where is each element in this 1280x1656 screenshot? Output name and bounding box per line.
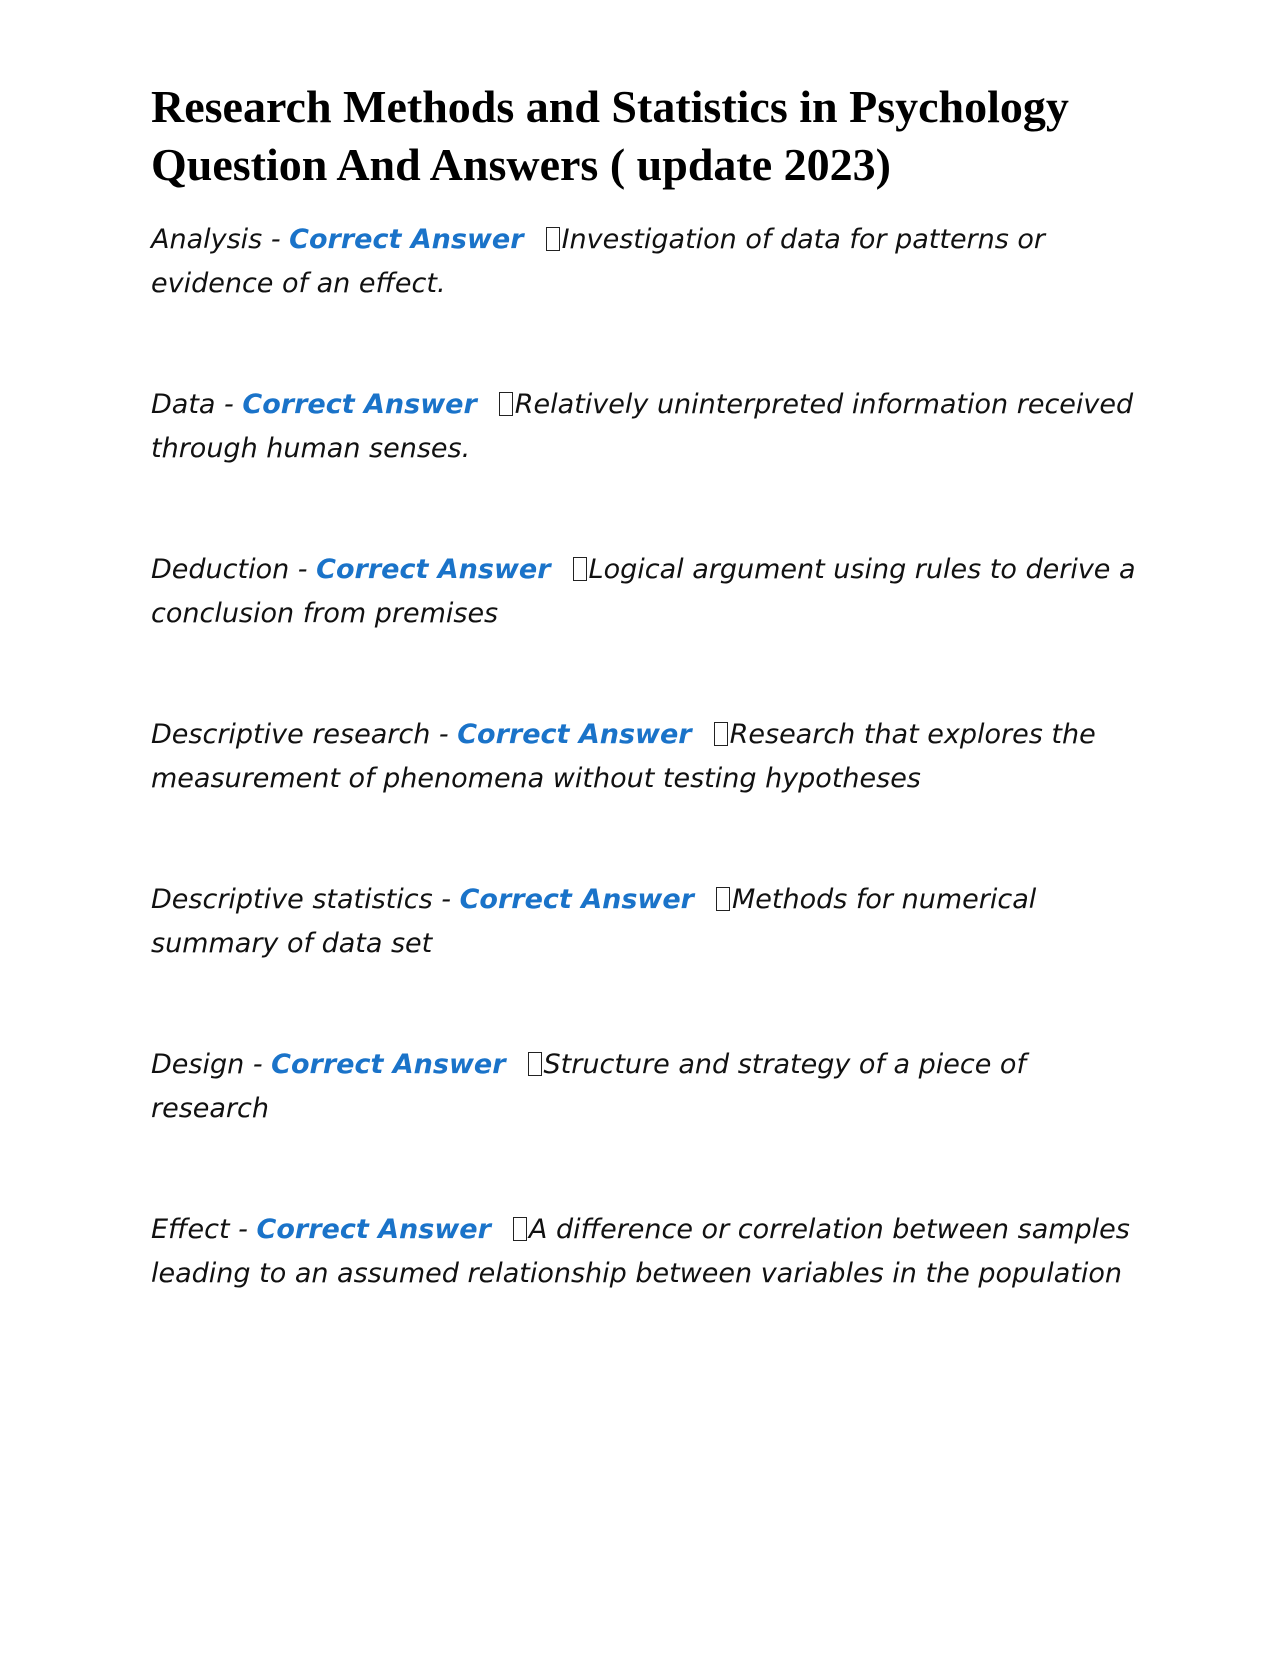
- entry-deduction: [151, 548, 1141, 636]
- entry-term: Deduction: [151, 554, 290, 585]
- entry-term: Data: [151, 389, 216, 420]
- entry-definition: Methods for numerical summary of data set: [151, 884, 1037, 959]
- correct-answer-label: Correct Answer: [457, 719, 692, 750]
- correct-answer-label: Correct Answer: [271, 1049, 506, 1080]
- missing-glyph-box-icon: [546, 227, 560, 251]
- entry-term: Descriptive research: [151, 719, 431, 750]
- entry-separator: -: [215, 389, 243, 420]
- correct-answer-label: Correct Answer: [242, 389, 477, 420]
- entry-separator: -: [262, 224, 290, 255]
- entry-separator: -: [430, 719, 458, 750]
- missing-glyph-box-icon: [573, 557, 587, 581]
- entry-separator: -: [289, 554, 317, 585]
- entry-design: [151, 1043, 1141, 1131]
- entry-separator: -: [229, 1214, 257, 1245]
- missing-glyph-box-icon: [513, 1217, 527, 1241]
- entry-definition: A difference or correlation between samples leading to an assumed relationship between variables in the population: [151, 1214, 1130, 1289]
- correct-answer-label: Correct Answer: [459, 884, 694, 915]
- correct-answer-label: Correct Answer: [316, 554, 551, 585]
- entry-data: [151, 383, 1141, 471]
- entry-analysis: [151, 218, 1141, 306]
- document-page: [151, 78, 1141, 1296]
- entry-descriptive-statistics: [151, 878, 1141, 966]
- entry-term: Design: [151, 1049, 245, 1080]
- entry-term: Effect: [151, 1214, 230, 1245]
- entry-separator: -: [244, 1049, 272, 1080]
- entry-definition: Logical argument using rules to derive a conclusion from premises: [151, 554, 1136, 629]
- missing-glyph-box-icon: [716, 887, 730, 911]
- entry-term: Descriptive statistics: [151, 884, 433, 915]
- document-title: Research Methods and Statistics in Psychology Question And Answers ( update 2023): [151, 81, 1069, 190]
- correct-answer-label: Correct Answer: [289, 224, 524, 255]
- entry-effect: [151, 1208, 1141, 1296]
- entry-definition: Research that explores the measurement of phenomena without testing hypotheses: [151, 719, 1096, 794]
- entry-definition: Structure and strategy of a piece of research: [151, 1049, 1026, 1124]
- missing-glyph-box-icon: [528, 1052, 542, 1076]
- entry-definition: Investigation of data for patterns or evidence of an effect.: [151, 224, 1046, 299]
- correct-answer-label: Correct Answer: [256, 1214, 491, 1245]
- entry-separator: -: [432, 884, 460, 915]
- entry-list: [151, 218, 1141, 1296]
- entry-term: Analysis: [151, 224, 263, 255]
- entry-definition: Relatively uninterpreted information received through human senses.: [151, 389, 1134, 464]
- entry-descriptive-research: [151, 713, 1141, 801]
- missing-glyph-box-icon: [714, 722, 728, 746]
- missing-glyph-box-icon: [499, 392, 513, 416]
